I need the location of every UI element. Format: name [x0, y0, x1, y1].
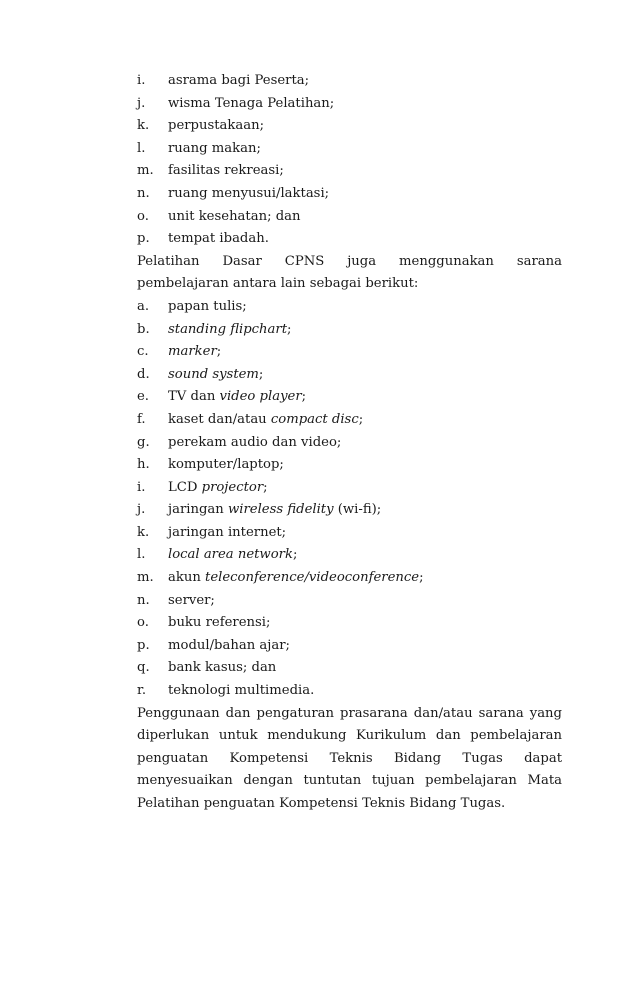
list-item-marker: p. — [137, 231, 150, 247]
list-item — [137, 567, 562, 590]
list-item-text — [168, 590, 215, 613]
text-run: jaringan — [168, 502, 228, 518]
list-item-marker: b. — [137, 321, 150, 337]
text-run: teknologi multimedia. — [168, 683, 315, 699]
text-run: perekam audio dan video; — [168, 434, 342, 450]
list-item — [137, 612, 562, 635]
text-run: ; — [292, 547, 298, 563]
learning-tools-list — [137, 296, 562, 703]
list-item-marker: p. — [137, 637, 150, 653]
list-item — [137, 93, 562, 116]
italic-term: video player — [219, 389, 302, 405]
list-item — [137, 454, 562, 477]
list-item-marker: n. — [137, 592, 150, 608]
list-item-text — [168, 386, 306, 409]
text-run: server; — [168, 592, 215, 608]
text-run: asrama bagi Peserta; — [168, 73, 310, 88]
text-run: fasilitas rekreasi; — [168, 163, 284, 179]
list-item-marker: i. — [137, 479, 146, 495]
list-item-text — [168, 567, 424, 590]
text-run: modul/bahan ajar; — [168, 637, 290, 653]
italic-term: wireless fidelity — [227, 502, 334, 518]
list-item-marker: d. — [137, 366, 150, 382]
list-item — [137, 206, 562, 229]
intro-paragraph: Pelatihan Dasar CPNS juga menggunakan sarana pembelajaran antara lain sebagai berikut: — [137, 253, 562, 292]
list-item-text — [168, 657, 276, 680]
list-item-marker: m. — [137, 570, 154, 586]
text-run: perpustakaan; — [168, 118, 265, 134]
list-item — [137, 409, 562, 432]
list-item-marker: k. — [137, 524, 150, 540]
italic-term: teleconference/videoconference — [205, 570, 420, 586]
text-run: komputer/laptop; — [168, 457, 284, 473]
list-item — [137, 138, 562, 161]
text-run: TV dan — [168, 389, 220, 405]
italic-term: marker — [168, 344, 217, 360]
text-run: LCD — [168, 479, 202, 495]
italic-term: local area network — [168, 547, 293, 563]
text-run: jaringan internet; — [168, 524, 287, 540]
list-item-marker: r. — [137, 683, 147, 699]
list-item-marker: i. — [137, 73, 146, 88]
list-item — [137, 386, 562, 409]
list-item-marker: j. — [137, 502, 146, 518]
list-item-text — [168, 319, 291, 342]
list-item-text — [168, 522, 286, 545]
list-item-text — [168, 409, 363, 432]
facility-list — [137, 70, 562, 251]
text-run: (wi-fi); — [333, 502, 382, 518]
list-item — [137, 590, 562, 613]
list-item — [137, 544, 562, 567]
list-item — [137, 228, 562, 251]
list-item-text — [168, 341, 221, 364]
list-item — [137, 160, 562, 183]
list-item-marker: j. — [137, 95, 146, 111]
text-run: tempat ibadah. — [168, 231, 269, 247]
list-item-marker: k. — [137, 118, 150, 134]
list-item-text — [168, 477, 268, 500]
list-item-marker: l. — [137, 140, 146, 156]
list-item-text — [168, 228, 269, 251]
list-item-text — [168, 635, 290, 658]
text-run: papan tulis; — [168, 298, 247, 314]
list-item — [137, 657, 562, 680]
text-run: ; — [419, 570, 424, 586]
list-item — [137, 70, 562, 93]
text-run: buku referensi; — [168, 615, 271, 631]
list-item-marker: g. — [137, 434, 150, 450]
text-run: ; — [258, 366, 264, 382]
list-item — [137, 477, 562, 500]
text-run: ; — [287, 321, 292, 337]
list-item — [137, 680, 562, 703]
list-item — [137, 296, 562, 319]
list-item — [137, 319, 562, 342]
list-item — [137, 522, 562, 545]
list-item-text — [168, 183, 329, 206]
list-item — [137, 183, 562, 206]
list-item — [137, 635, 562, 658]
list-item-marker: f. — [137, 411, 146, 427]
list-item — [137, 364, 562, 387]
list-item-text — [168, 612, 270, 635]
text-run: bank kasus; dan — [168, 660, 277, 676]
list-item-text — [168, 432, 341, 455]
list-item — [137, 115, 562, 138]
list-item — [137, 341, 562, 364]
text-run: ruang makan; — [168, 140, 261, 156]
list-item-text — [168, 680, 314, 703]
text-run: unit kesehatan; dan — [168, 208, 301, 224]
italic-term: sound system — [168, 366, 259, 382]
italic-term: projector — [201, 479, 264, 495]
list-item-marker: l. — [137, 547, 146, 563]
list-item-marker: h. — [137, 457, 150, 473]
list-item-marker: m. — [137, 163, 154, 179]
list-item-text — [168, 296, 247, 319]
text-run: ; — [301, 389, 307, 405]
list-item-text — [168, 115, 264, 138]
list-item-text — [168, 70, 309, 93]
text-run: ; — [216, 344, 222, 360]
list-item-text — [168, 364, 263, 387]
text-run: ruang menyusui/laktasi; — [168, 185, 330, 201]
list-item-marker: o. — [137, 615, 149, 631]
list-item-marker: o. — [137, 208, 149, 224]
list-item-text — [168, 544, 297, 567]
list-item — [137, 499, 562, 522]
list-item-text — [168, 206, 301, 229]
italic-term: compact disc — [270, 411, 359, 427]
list-item-marker: e. — [137, 389, 149, 405]
list-item-text — [168, 138, 261, 161]
list-item-marker: c. — [137, 344, 149, 360]
list-item-marker: a. — [137, 298, 150, 314]
list-item-text — [168, 160, 284, 183]
closing-paragraph: Penggunaan dan pengaturan prasarana dan/atau sarana yang diperlukan untuk mendukung Kurikulum dan pembelajaran penguatan Kompetensi Teknis Bidang Tugas dapat menyesuaikan dengan tuntutan tujuan pembelajaran Mata Pelatihan penguatan Kompetensi Teknis Bidang Tugas. — [137, 705, 562, 811]
text-run: akun — [168, 570, 206, 586]
list-item — [137, 432, 562, 455]
text-run: ; — [358, 411, 364, 427]
list-item-text — [168, 454, 284, 477]
list-item-marker: q. — [137, 660, 150, 676]
list-item-text — [168, 499, 381, 522]
italic-term: standing flipchart — [168, 321, 288, 337]
list-item-text — [168, 93, 334, 116]
document-page — [137, 70, 562, 816]
text-run: wisma Tenaga Pelatihan; — [168, 95, 335, 111]
text-run: ; — [263, 479, 268, 495]
text-run: kaset dan/atau — [168, 411, 271, 427]
list-item-marker: n. — [137, 185, 150, 201]
